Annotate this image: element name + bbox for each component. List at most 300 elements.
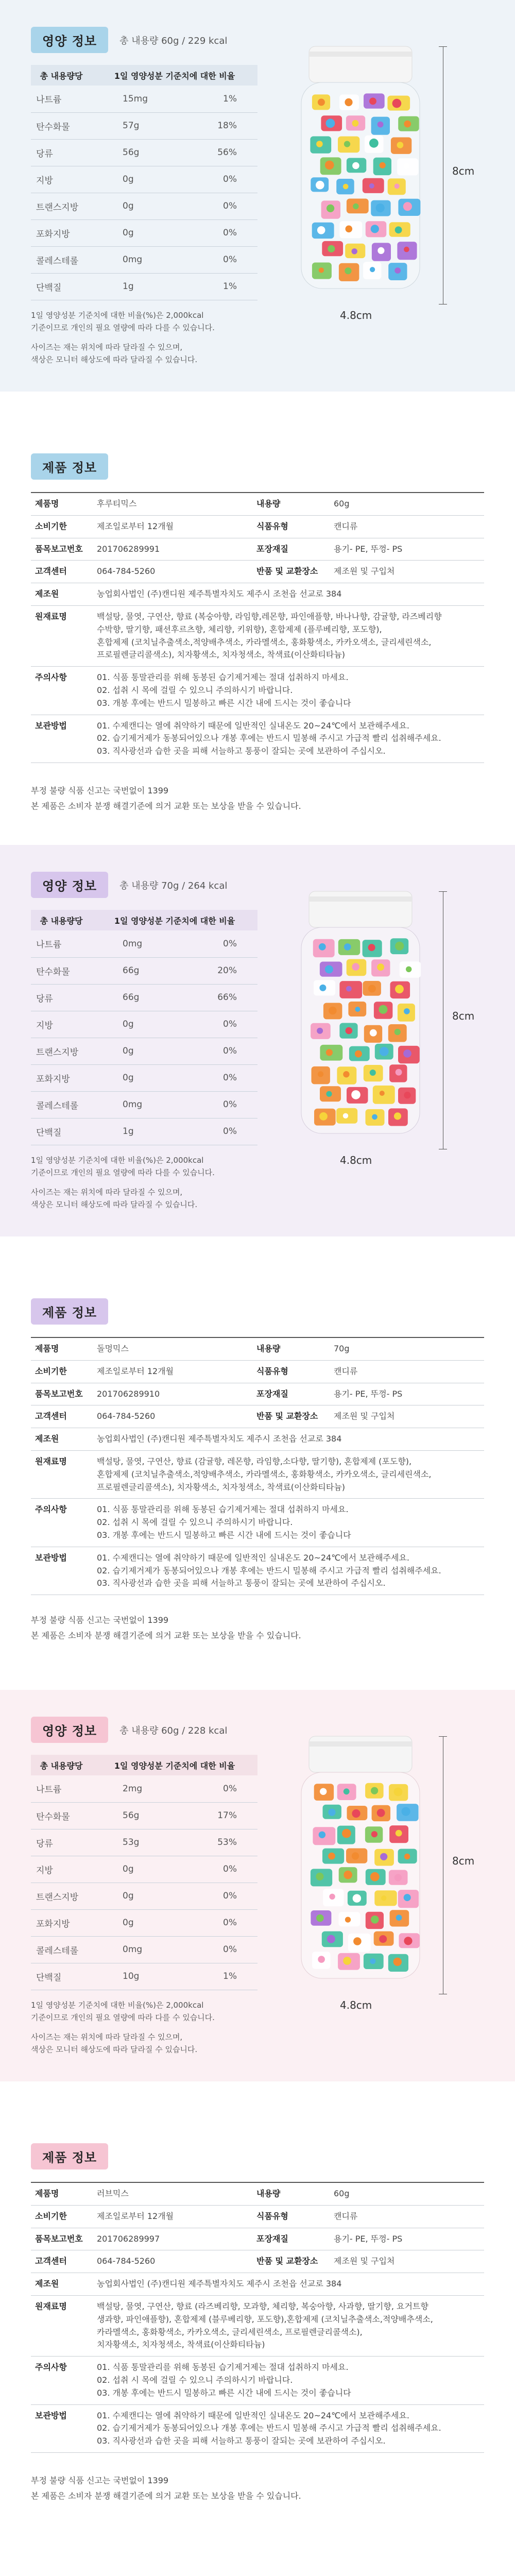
nutrient-pct: 20%	[183, 957, 258, 984]
nutrition-section-1	[0, 0, 515, 392]
candy-center	[377, 1809, 385, 1817]
info-value: 064-784-5260	[93, 2250, 252, 2273]
nutrient-pct: 0%	[183, 1775, 258, 1802]
info-key: 포장재질	[252, 538, 330, 561]
info-key: 고객센터	[31, 2250, 93, 2273]
footnote-line: 부정 불량 식품 신고는 국번없이 1399	[31, 786, 169, 795]
nutrient-label: 당류	[31, 139, 92, 166]
table-row	[31, 667, 484, 715]
nutrient-pct: 18%	[187, 112, 258, 139]
storage-line: 02. 습기제거제가 동봉되어있으나 개봉 후에는 반드시 밀봉해 주시고 가급적 빨리 섭취해주세요.	[97, 2423, 441, 2433]
nutrient-amount: 0g	[92, 193, 187, 219]
caution-value	[93, 2357, 484, 2404]
candy-center	[329, 1007, 337, 1015]
table-row	[31, 1909, 258, 1936]
candy-center	[377, 963, 384, 971]
nutrient-amount: 0g	[92, 1011, 183, 1038]
nutrient-amount: 1g	[92, 273, 187, 300]
caution-line: 03. 개봉 후에는 반드시 밀봉하고 빠른 시간 내에 드시는 것이 좋습니다	[97, 2387, 351, 2398]
nutrient-amount: 0mg	[92, 1091, 183, 1118]
nutrient-pct: 0%	[183, 1091, 258, 1118]
candy-center	[370, 267, 375, 272]
nutrient-pct: 53%	[183, 1829, 258, 1856]
info-value: 201706289910	[93, 1383, 252, 1405]
nutrient-pct: 0%	[183, 1064, 258, 1091]
jar-figure	[288, 26, 475, 321]
table-row	[31, 1802, 258, 1829]
info-value: 064-784-5260	[93, 561, 252, 583]
candy-center	[380, 162, 386, 168]
col-pct: 1일 영양성분 기준치에 대한 비율	[92, 1755, 258, 1775]
candy-center	[370, 1872, 380, 1882]
info-key: 식품유형	[252, 515, 330, 538]
table-row	[31, 1091, 258, 1118]
candy-center	[346, 1027, 353, 1035]
candy-center	[319, 1832, 325, 1838]
candy-center	[319, 267, 324, 273]
info-value: 캔디류	[330, 515, 484, 538]
candy-center	[372, 1114, 377, 1120]
candy-center	[328, 245, 335, 252]
nutrient-label: 포화지방	[31, 1909, 92, 1936]
ingredients-line: 치자황색소, 치자청색소, 착색료(이산화티타늄)	[97, 2340, 265, 2350]
candy-center	[369, 139, 379, 148]
info-table	[31, 1337, 484, 1595]
candy-center	[351, 1090, 360, 1099]
height-dimension: 8cm	[452, 1855, 475, 1867]
candy-center	[380, 1853, 387, 1860]
info-value: 캔디류	[330, 2205, 484, 2228]
nutrient-pct: 1%	[187, 86, 258, 112]
candy-center	[320, 1788, 327, 1795]
candy-center	[371, 1831, 377, 1837]
candy-center	[318, 98, 325, 106]
candy-center	[396, 1069, 402, 1076]
storage-line: 01. 수제캔디는 열에 취약하기 때문에 일반적인 실내온도 20~24℃에서 보관해주세요.	[97, 720, 409, 731]
table-row	[31, 2250, 484, 2273]
note-text: 사이즈는 재는 위치에 따라 달라질 수 있으며,	[31, 343, 183, 352]
table-row	[31, 1405, 484, 1428]
candy-jar-image	[288, 1731, 433, 1989]
candy-center	[403, 1049, 411, 1058]
footnote	[31, 2473, 301, 2504]
caution-line: 03. 개봉 후에는 반드시 밀봉하고 빠른 시간 내에 드시는 것이 좋습니다	[97, 698, 351, 708]
note-text: 기준이므로 개인의 필요 열량에 따라 다를 수 있습니다.	[31, 2013, 215, 2022]
candy-center	[376, 204, 385, 212]
candy-center	[403, 163, 409, 169]
nutrient-pct: 17%	[183, 1802, 258, 1829]
nutrition-total: 총 내용량 70g / 264 kcal	[119, 880, 228, 891]
info-value: 제조일로부터 12개월	[93, 1360, 252, 1383]
nutrient-amount: 53g	[92, 1829, 183, 1856]
nutrient-amount: 1g	[92, 1118, 183, 1145]
candy-center	[380, 1047, 389, 1056]
candy-center	[404, 1008, 410, 1014]
info-key: 내용량	[252, 493, 330, 515]
nutrient-amount: 56g	[92, 139, 187, 166]
candy-center	[352, 1809, 360, 1818]
candy-center	[404, 1092, 410, 1098]
footnote	[31, 1613, 301, 1644]
info-key: 품목보고번호	[31, 2228, 93, 2250]
nutrient-pct: 0%	[183, 930, 258, 957]
nutrition-table	[31, 1755, 258, 1990]
candy-center	[371, 1787, 378, 1794]
nutrition-notes	[31, 1154, 258, 1218]
info-key: 품목보고번호	[31, 1383, 93, 1405]
storage-line: 03. 직사광선과 습한 곳을 피해 서늘하고 통풍이 잘되는 곳에 보관하여 주십시오.	[97, 1578, 386, 1588]
table-row	[31, 984, 258, 1011]
candy-center	[344, 1871, 352, 1879]
candy-center	[319, 1112, 328, 1121]
candy-center	[317, 1028, 323, 1034]
nutrient-label: 탄수화물	[31, 112, 92, 139]
info-key: 보관방법	[31, 2404, 93, 2452]
col-pct: 1일 영양성분 기준치에 대한 비율	[92, 910, 258, 930]
info-key: 고객센터	[31, 561, 93, 583]
info-value: 후루티믹스	[93, 493, 252, 515]
nutrient-label: 단백질	[31, 1118, 92, 1145]
note-text: 색상은 모니터 해상도에 따라 달라질 수 있습니다.	[31, 355, 198, 364]
nutrient-label: 단백질	[31, 1963, 92, 1990]
footnote	[31, 783, 301, 815]
nutrient-amount: 57g	[92, 112, 187, 139]
nutrient-label: 콜레스테롤	[31, 1936, 92, 1963]
info-value: 제조일로부터 12개월	[93, 2205, 252, 2228]
note-text: 1일 영양성분 기준치에 대한 비율(%)은 2,000kcal	[31, 2001, 204, 2010]
info-key: 보관방법	[31, 715, 93, 762]
info-value: 제조원 및 구입처	[330, 561, 484, 583]
candy-center	[346, 986, 352, 992]
candy-center	[381, 1895, 386, 1901]
caution-line: 02. 섭취 시 목에 걸릴 수 있으니 주의하시기 바랍니다.	[97, 1517, 293, 1528]
caution-line: 01. 식품 통말관리를 위해 동봉된 습기제거제는 절대 섭취하지 마세요.	[97, 1504, 349, 1515]
candy-center	[318, 1956, 325, 1963]
col-total: 총 내용량당	[31, 910, 92, 930]
candy-center	[370, 1029, 377, 1037]
nutrient-pct: 0%	[183, 1856, 258, 1883]
nutrition-table	[31, 910, 258, 1145]
info-key: 식품유형	[252, 1360, 330, 1383]
footnote-line: 본 제품은 소비자 분쟁 해결기준에 의거 교환 또는 보상을 받을 수 있습니다.	[31, 2491, 301, 2501]
table-row	[31, 1038, 258, 1064]
candy-center	[355, 1007, 360, 1012]
table-row	[31, 538, 484, 561]
info-value: 농업회사법인 (주)캔디원 제주특별자치도 제주시 조천읍 선교로 384	[93, 583, 484, 606]
nutrient-pct: 1%	[187, 273, 258, 300]
nutrient-label: 당류	[31, 1829, 92, 1856]
candy-center	[368, 985, 376, 993]
info-value: 제조원 및 구입처	[330, 1405, 484, 1428]
storage-line: 01. 수제캔디는 열에 취약하기 때문에 일반적인 실내온도 20~24℃에서 보관해주세요.	[97, 1552, 409, 1563]
nutrient-amount: 10g	[92, 1963, 183, 1990]
table-row	[31, 2205, 484, 2228]
nutrient-pct: 1%	[183, 1963, 258, 1990]
caution-line: 01. 식품 통말관리를 위해 동봉된 습기제거제는 절대 섭취하지 마세요.	[97, 672, 349, 683]
info-key: 소비기한	[31, 2205, 93, 2228]
product-info-section-3	[0, 2081, 515, 2576]
footnote-line: 부정 불량 식품 신고는 국번없이 1399	[31, 2476, 169, 2485]
jar-figure	[288, 1716, 475, 2011]
info-key: 원재료명	[31, 605, 93, 666]
caution-line: 03. 개봉 후에는 반드시 밀봉하고 빠른 시간 내에 드시는 것이 좋습니다	[97, 1530, 351, 1540]
candy-center	[353, 1894, 361, 1903]
nutrient-label: 단백질	[31, 273, 92, 300]
nutrition-notes	[31, 1999, 258, 2063]
nutrient-pct: 0%	[187, 219, 258, 246]
candy-center	[325, 161, 334, 170]
nutrient-amount: 2mg	[92, 1775, 183, 1802]
candy-center	[317, 226, 325, 234]
candy-center	[353, 204, 358, 209]
info-key: 제조원	[31, 1428, 93, 1451]
table-row	[31, 583, 484, 606]
ingredients-line: 혼합제제 (코치닐추출색소,적양배추색소, 카라멜색소, 홍화황색소, 카카오색소, 글리세린색소,	[97, 637, 432, 647]
nutrient-pct: 0%	[183, 1883, 258, 1909]
nutrient-pct: 66%	[183, 984, 258, 1011]
info-key: 고객센터	[31, 1405, 93, 1428]
nutrient-label: 지방	[31, 166, 92, 193]
info-value: 제조일로부터 12개월	[93, 515, 252, 538]
table-row	[31, 1428, 484, 1451]
candy-center	[395, 985, 404, 993]
nutrient-pct: 0%	[183, 1936, 258, 1963]
candy-center	[343, 184, 349, 190]
note-text: 사이즈는 재는 위치에 따라 달라질 수 있으며,	[31, 1188, 183, 1197]
candy-center	[352, 162, 359, 170]
table-row	[31, 2295, 484, 2356]
nutrition-header	[31, 1717, 227, 1743]
candy-center	[404, 1854, 410, 1859]
candy-center	[352, 248, 357, 254]
table-row	[31, 1337, 484, 1360]
table-row	[31, 2182, 484, 2205]
ingredients-line: 혼합제제 (코치닐추출색소,적양배추색소, 카라멜색소, 홍화황색소, 카카오색소, 글리세린색소,	[97, 1469, 432, 1479]
table-row	[31, 1499, 484, 1547]
nutrient-amount: 15mg	[92, 86, 187, 112]
col-total: 총 내용량당	[31, 65, 92, 86]
candy-center	[395, 942, 404, 951]
nutrient-label: 지방	[31, 1856, 92, 1883]
info-value: 201706289997	[93, 2228, 252, 2250]
candy-center	[328, 1809, 335, 1816]
width-dimension: 4.8cm	[340, 1999, 372, 2011]
nutrition-section-2	[0, 845, 515, 1236]
candy-center	[370, 1958, 375, 1964]
table-row	[31, 112, 258, 139]
candy-center	[342, 1829, 351, 1838]
info-key: 제조원	[31, 583, 93, 606]
nutrient-amount: 0g	[92, 1038, 183, 1064]
col-total: 총 내용량당	[31, 1755, 92, 1775]
caution-value	[93, 667, 484, 715]
candy-center	[392, 99, 402, 108]
candy-center	[404, 1894, 411, 1901]
info-value: 농업회사법인 (주)캔디원 제주특별자치도 제주시 조천읍 선교로 384	[93, 2273, 484, 2296]
product-info-section-2	[0, 1236, 515, 1690]
nutrient-label: 콜레스테롤	[31, 246, 92, 273]
nutrient-label: 트랜스지방	[31, 1038, 92, 1064]
storage-line: 01. 수제캔디는 열에 취약하기 때문에 일반적인 실내온도 20~24℃에서 보관해주세요.	[97, 2410, 409, 2420]
table-row	[31, 273, 258, 300]
info-key: 내용량	[252, 1337, 330, 1360]
nutrient-label: 당류	[31, 984, 92, 1011]
ingredients-line: 프로필렌글리콜색소), 치자황색소, 치자청색소, 착색료(이산화티타늄)	[97, 650, 346, 660]
note-text: 기준이므로 개인의 필요 열량에 따라 다를 수 있습니다.	[31, 323, 215, 332]
candy-center	[343, 1957, 351, 1965]
info-key: 제품명	[31, 2182, 93, 2205]
candy-center	[316, 1873, 323, 1880]
nutrient-amount: 0mg	[92, 246, 187, 273]
table-row	[31, 2404, 484, 2452]
ingredients-line: 프로필렌글리콜색소), 치자황색소, 치자청색소, 착색료(이산화티타늄)	[97, 1482, 346, 1492]
candy-center	[396, 1830, 402, 1837]
info-key: 포장재질	[252, 2228, 330, 2250]
height-dimension: 8cm	[452, 1010, 475, 1022]
nutrition-title-pill: 영양 정보	[31, 27, 108, 53]
candy-center	[377, 247, 384, 254]
nutrient-label: 나트륨	[31, 930, 92, 957]
info-value: 064-784-5260	[93, 1405, 252, 1428]
info-value: 용기- PE, 뚜껑- PS	[330, 2228, 484, 2250]
ingredients-line: 백설탕, 물엿, 구연산, 향료 (감귤향, 레몬향, 라임향,소다향, 딸기향), 혼합제제 (포도향),	[97, 1456, 412, 1466]
candy-center	[404, 247, 409, 252]
candy-center	[352, 963, 359, 971]
candy-center	[368, 944, 375, 951]
footnote-line: 본 제품은 소비자 분쟁 해결기준에 의거 교환 또는 보상을 받을 수 있습니다.	[31, 1631, 301, 1641]
nutrient-label: 콜레스테롤	[31, 1091, 92, 1118]
nutrient-label: 트랜스지방	[31, 1883, 92, 1909]
storage-value	[93, 715, 484, 762]
info-key: 소비기한	[31, 515, 93, 538]
info-value: 용기- PE, 뚜껑- PS	[330, 538, 484, 561]
width-dimension: 4.8cm	[340, 309, 372, 321]
table-row	[31, 1856, 258, 1883]
note-text: 색상은 모니터 해상도에 따라 달라질 수 있습니다.	[31, 2045, 198, 2054]
nutrient-label: 포화지방	[31, 219, 92, 246]
nutrient-amount: 66g	[92, 984, 183, 1011]
col-pct: 1일 영양성분 기준치에 대한 비율	[92, 65, 258, 86]
table-row	[31, 1883, 258, 1909]
info-value: 돌멍믹스	[93, 1337, 252, 1360]
info-key: 원재료명	[31, 2295, 93, 2356]
ingredients-line: 백설탕, 물엿, 구연산, 향료 (복숭아향, 라임향,레몬향, 파인애플향, 바나나향, 감귤향, 라즈베리향	[97, 611, 442, 621]
nutrient-label: 탄수화물	[31, 957, 92, 984]
table-row	[31, 193, 258, 219]
table-row	[31, 1547, 484, 1595]
info-key: 제품명	[31, 1337, 93, 1360]
note-text: 1일 영양성분 기준치에 대한 비율(%)은 2,000kcal	[31, 311, 204, 320]
table-row	[31, 1829, 258, 1856]
info-value: 러브믹스	[93, 2182, 252, 2205]
candy-center	[319, 943, 326, 951]
nutrient-pct: 0%	[183, 1038, 258, 1064]
candy-center	[329, 1894, 335, 1900]
info-key: 보관방법	[31, 1547, 93, 1595]
candy-center	[369, 183, 374, 189]
nutrition-header	[31, 872, 227, 898]
candy-center	[394, 183, 400, 189]
info-value: 201706289991	[93, 538, 252, 561]
caution-line: 01. 식품 통말관리를 위해 동봉된 습기제거제는 절대 섭취하지 마세요.	[97, 2362, 349, 2372]
note-text: 1일 영양성분 기준치에 대한 비율(%)은 2,000kcal	[31, 1156, 204, 1165]
nutrient-pct: 0%	[183, 1118, 258, 1145]
candy-center	[325, 965, 333, 974]
info-value: 70g	[330, 1337, 484, 1360]
info-key: 제품명	[31, 493, 93, 515]
info-key: 원재료명	[31, 1450, 93, 1498]
candy-center	[344, 1788, 350, 1794]
nutrient-amount: 0g	[92, 1064, 183, 1091]
table-row	[31, 1360, 484, 1383]
table-row	[31, 1936, 258, 1963]
storage-value	[93, 1547, 484, 1595]
nutrient-label: 포화지방	[31, 1064, 92, 1091]
candy-center	[403, 202, 412, 211]
nutrition-title-pill: 영양 정보	[31, 872, 108, 898]
note-text: 사이즈는 재는 위치에 따라 달라질 수 있으며,	[31, 2032, 183, 2042]
candy-center	[345, 267, 351, 274]
info-key: 식품유형	[252, 2205, 330, 2228]
table-row	[31, 1383, 484, 1405]
candy-center	[344, 141, 350, 147]
ingredients-line: 수박향, 딸기향, 패션후르츠향, 체리향, 키위향), 혼합제제 (플루베리향, 포도향),	[97, 624, 382, 634]
table-row	[31, 1963, 258, 1990]
storage-line: 03. 직사광선과 습한 곳을 피해 서늘하고 통풍이 잘되는 곳에 보관하여 주십시오.	[97, 2436, 386, 2446]
nutrient-label: 지방	[31, 1011, 92, 1038]
candy-center	[406, 967, 411, 972]
storage-line: 02. 습기제거제가 동봉되어있으나 개봉 후에는 반드시 밀봉해 주시고 가급적 빨리 섭취해주세요.	[97, 1565, 441, 1575]
nutrient-amount: 0g	[92, 1883, 183, 1909]
info-title-pill: 제품 정보	[31, 2143, 108, 2170]
candy-center	[352, 120, 359, 127]
info-value: 캔디류	[330, 1360, 484, 1383]
candy-center	[393, 1958, 402, 1966]
info-key: 소비기한	[31, 1360, 93, 1383]
candy-pieces	[311, 938, 421, 1126]
info-title-pill: 제품 정보	[31, 1298, 108, 1325]
candy-center	[369, 98, 376, 105]
jar-figure	[288, 871, 475, 1166]
nutrition-section-3	[0, 1690, 515, 2081]
candy-center	[402, 1807, 410, 1816]
info-key: 제조원	[31, 2273, 93, 2296]
candy-center	[326, 1091, 332, 1097]
info-key: 반품 및 교환장소	[252, 561, 330, 583]
info-title-pill: 제품 정보	[31, 453, 108, 480]
table-row	[31, 139, 258, 166]
table-row	[31, 515, 484, 538]
candy-center	[380, 1091, 385, 1096]
table-row	[31, 86, 258, 112]
candy-center	[397, 142, 404, 148]
candy-jar-image	[288, 41, 433, 299]
table-row	[31, 1775, 258, 1802]
info-key: 반품 및 교환장소	[252, 1405, 330, 1428]
table-row	[31, 1064, 258, 1091]
ingredients-value	[93, 605, 484, 666]
caution-value	[93, 1499, 484, 1547]
table-row	[31, 246, 258, 273]
candy-center	[394, 1029, 401, 1035]
candy-center	[343, 1071, 349, 1077]
ingredients-value	[93, 1450, 484, 1498]
candy-center	[319, 985, 326, 991]
info-key: 내용량	[252, 2182, 330, 2205]
footnote-line: 본 제품은 소비자 분쟁 해결기준에 의거 교환 또는 보상을 받을 수 있습니다.	[31, 801, 301, 811]
candy-center	[395, 226, 402, 233]
candy-center	[394, 267, 401, 274]
